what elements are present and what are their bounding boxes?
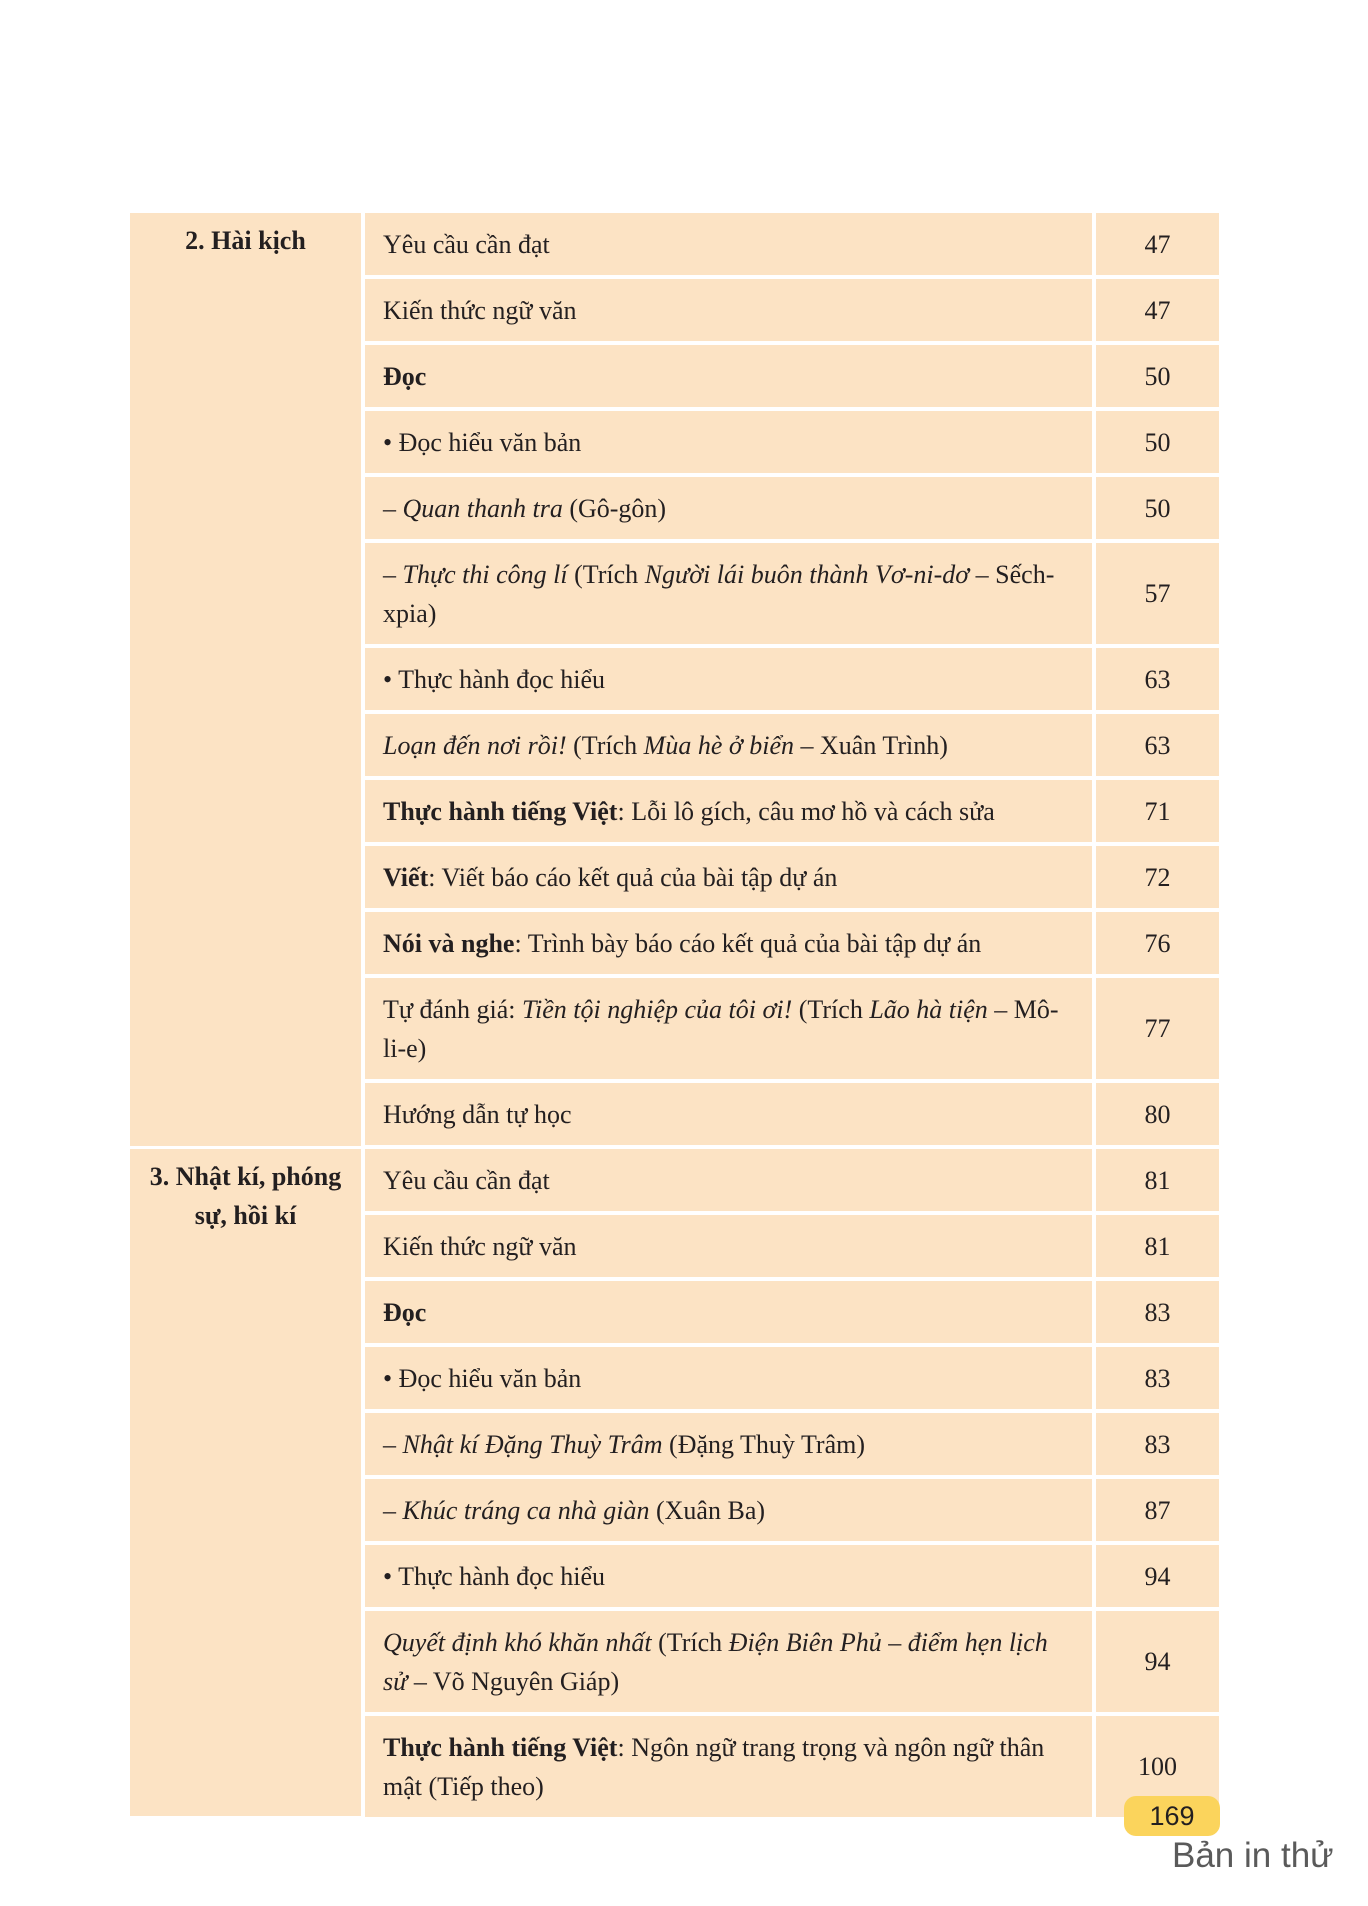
toc-item bbox=[363, 1609, 1094, 1714]
toc-item-text: (Trích bbox=[651, 1628, 729, 1657]
table-of-contents bbox=[130, 213, 1219, 1819]
toc-page-number: 94 bbox=[1094, 1543, 1219, 1609]
toc-item-text: – Khúc tráng ca nhà giàn bbox=[383, 1496, 650, 1525]
toc-item bbox=[363, 277, 1094, 343]
toc-item-text: Mùa hè ở biển bbox=[643, 731, 795, 760]
toc-item-text: Viết bbox=[383, 863, 429, 892]
toc-item bbox=[363, 1213, 1094, 1279]
toc-page-number: 76 bbox=[1094, 910, 1219, 976]
page-number-badge: 169 bbox=[1124, 1796, 1220, 1836]
print-proof-label: Bản in thử bbox=[1172, 1836, 1334, 1875]
toc-item bbox=[363, 976, 1094, 1081]
toc-item-text: – Thực thi công lí bbox=[383, 560, 568, 589]
toc-page-number: 81 bbox=[1094, 1147, 1219, 1213]
toc-item-text: Tự đánh giá: bbox=[383, 995, 523, 1024]
toc-item bbox=[363, 646, 1094, 712]
toc-item-text: (Trích bbox=[567, 560, 645, 589]
toc-page-number: 94 bbox=[1094, 1609, 1219, 1714]
toc-item-text: : Viết báo cáo kết quả của bài tập dự án bbox=[428, 863, 838, 892]
toc-item-text: (Xuân Ba) bbox=[649, 1496, 766, 1525]
toc-item-text: Nói và nghe bbox=[383, 929, 515, 958]
toc-item bbox=[363, 844, 1094, 910]
toc-item-text: : Trình bày báo cáo kết quả của bài tập dự án bbox=[514, 929, 982, 958]
toc-item bbox=[363, 1147, 1094, 1213]
toc-item-text: Kiến thức ngữ văn bbox=[383, 1232, 577, 1261]
toc-item-text: • Thực hành đọc hiểu bbox=[383, 665, 605, 694]
toc-item-text: – Nhật kí Đặng Thuỳ Trâm bbox=[383, 1430, 663, 1459]
toc-page-number: 81 bbox=[1094, 1213, 1219, 1279]
toc-item-text: – Xuân Trình) bbox=[794, 731, 948, 760]
toc-page-number: 71 bbox=[1094, 778, 1219, 844]
toc-item bbox=[363, 409, 1094, 475]
toc-item-text: – Sếch-xpia) bbox=[383, 560, 1055, 628]
toc-row bbox=[130, 213, 1219, 277]
toc-item-text: • Thực hành đọc hiểu bbox=[383, 1562, 605, 1591]
toc-item-text: (Trích bbox=[566, 731, 644, 760]
toc-item-text: Kiến thức ngữ văn bbox=[383, 296, 577, 325]
toc-item-text: Loạn đến nơi rồi! bbox=[383, 731, 567, 760]
toc-item-text: Yêu cầu cần đạt bbox=[383, 1166, 550, 1195]
toc-row bbox=[130, 1147, 1219, 1213]
toc-item-text: • Đọc hiểu văn bản bbox=[383, 428, 582, 457]
toc-page-number: 83 bbox=[1094, 1411, 1219, 1477]
toc-page-number: 47 bbox=[1094, 213, 1219, 277]
toc-item-text: Lão hà tiện bbox=[869, 995, 988, 1024]
toc-page-number: 63 bbox=[1094, 646, 1219, 712]
toc-item-text: Người lái buôn thành Vơ-ni-dơ bbox=[644, 560, 970, 589]
toc-page-number: 50 bbox=[1094, 409, 1219, 475]
toc-item bbox=[363, 475, 1094, 541]
toc-item bbox=[363, 1345, 1094, 1411]
toc-item bbox=[363, 343, 1094, 409]
toc-page-number: 50 bbox=[1094, 475, 1219, 541]
toc-item bbox=[363, 1543, 1094, 1609]
toc-item bbox=[363, 541, 1094, 646]
toc-item-text: : Ngôn ngữ trang trọng và ngôn ngữ thân mật (Tiếp theo) bbox=[383, 1733, 1045, 1801]
toc-page-number: 63 bbox=[1094, 712, 1219, 778]
toc-item-text: – Võ Nguyên Giáp) bbox=[407, 1667, 620, 1696]
toc-item-text: Tiền tội nghiệp của tôi ơi! bbox=[522, 995, 793, 1024]
toc-item-text: – Mô-li-e) bbox=[383, 995, 1059, 1063]
toc-item bbox=[363, 778, 1094, 844]
toc-item bbox=[363, 1081, 1094, 1147]
toc-item-text: – Quan thanh tra bbox=[383, 494, 563, 523]
toc-item-text: (Trích bbox=[792, 995, 870, 1024]
toc-page-number: 83 bbox=[1094, 1345, 1219, 1411]
unit-title: 3. Nhật kí, phóng sự, hồi kí bbox=[130, 1147, 363, 1817]
toc-item bbox=[363, 1279, 1094, 1345]
toc-item-text: (Đặng Thuỳ Trâm) bbox=[662, 1430, 865, 1459]
toc-item-text: Đọc bbox=[383, 362, 427, 391]
toc-page-number: 47 bbox=[1094, 277, 1219, 343]
toc-item-text: Đọc bbox=[383, 1298, 427, 1327]
toc-item bbox=[363, 910, 1094, 976]
toc-item bbox=[363, 1477, 1094, 1543]
toc-item bbox=[363, 213, 1094, 277]
toc-item-text: Điện Biên Phủ – điểm hẹn lịch sử bbox=[383, 1628, 1048, 1696]
toc-item-text: Thực hành tiếng Việt bbox=[383, 797, 618, 826]
toc-item-text: (Gô-gôn) bbox=[562, 494, 667, 523]
toc-page-number: 57 bbox=[1094, 541, 1219, 646]
toc-item bbox=[363, 1714, 1094, 1817]
toc-page-number: 50 bbox=[1094, 343, 1219, 409]
unit-title: 2. Hài kịch bbox=[130, 213, 363, 1147]
toc-item bbox=[363, 712, 1094, 778]
toc-item-text: Yêu cầu cần đạt bbox=[383, 230, 550, 259]
toc-page-number: 83 bbox=[1094, 1279, 1219, 1345]
toc-page-number: 72 bbox=[1094, 844, 1219, 910]
toc-item-text: Thực hành tiếng Việt bbox=[383, 1733, 618, 1762]
toc-item-text: Hướng dẫn tự học bbox=[383, 1100, 572, 1129]
toc-item-text: Quyết định khó khăn nhất bbox=[383, 1628, 652, 1657]
toc-item bbox=[363, 1411, 1094, 1477]
toc-page-number: 87 bbox=[1094, 1477, 1219, 1543]
toc-page-number: 100 bbox=[1094, 1714, 1219, 1817]
toc-page-number: 77 bbox=[1094, 976, 1219, 1081]
toc-page-number: 80 bbox=[1094, 1081, 1219, 1147]
toc-item-text: : Lỗi lô gích, câu mơ hồ và cách sửa bbox=[617, 797, 995, 826]
toc-item-text: • Đọc hiểu văn bản bbox=[383, 1364, 582, 1393]
